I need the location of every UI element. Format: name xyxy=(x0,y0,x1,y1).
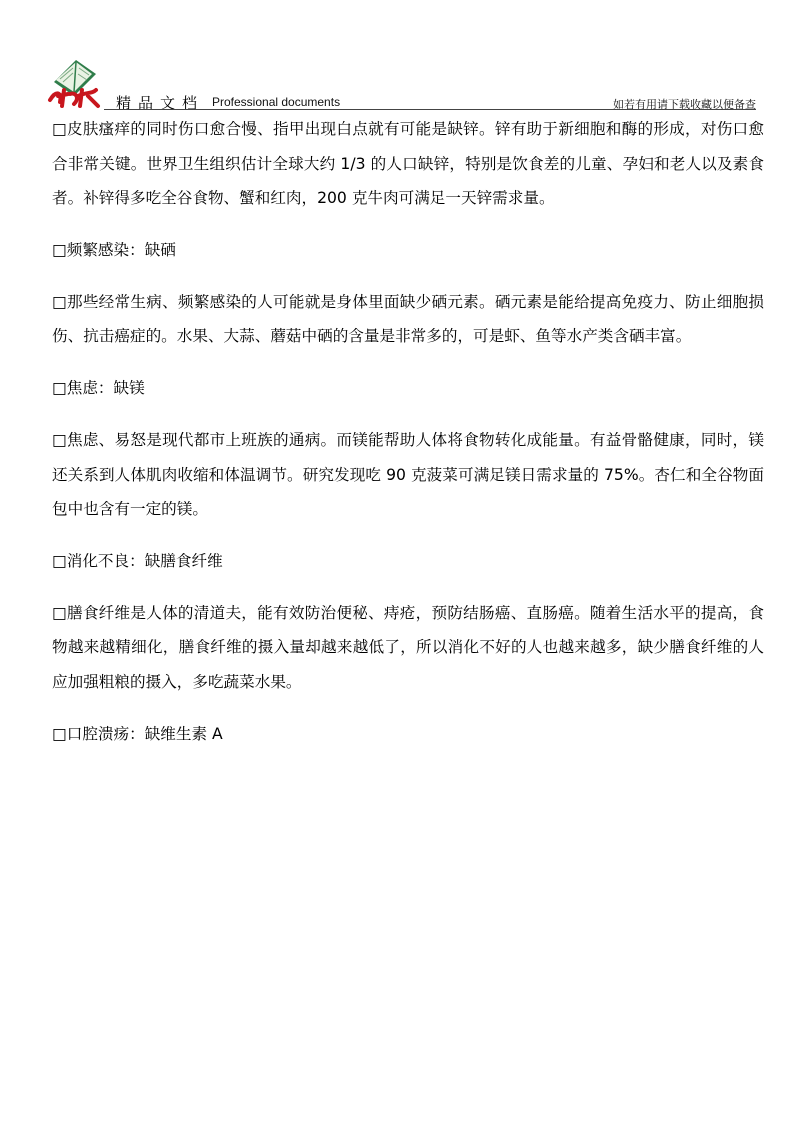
heading-vitamin-a: □口腔溃疡：缺维生素 A xyxy=(52,724,223,743)
book-logo-icon xyxy=(46,52,104,110)
brand-subtitle: Professional documents xyxy=(212,95,341,109)
heading-fiber: □消化不良：缺膳食纤维 xyxy=(52,551,223,570)
document-body xyxy=(52,112,764,768)
page-header xyxy=(0,0,794,112)
heading-magnesium: □焦虑：缺镁 xyxy=(52,379,145,398)
paragraph-fiber: □膳食纤维是人体的清道夫，能有效防治便秘、痔疮，预防结肠癌、直肠癌。随着生活水平的提高，食物越来越精细化，膳食纤维的摄入量却越来越低了，所以消化不好的人也越来越多，缺少膳食纤维的人应加强粗粮的摄入，多吃蔬菜水果。 xyxy=(52,603,764,691)
paragraph-zinc: □皮肤瘙痒的同时伤口愈合慢、指甲出现白点就有可能是缺锌。锌有助于新细胞和酶的形成，对伤口愈合非常关键。世界卫生组织估计全球大约 1/3 的人口缺锌，特别是饮食差的儿童、孕妇和老人以及素食者。补锌得多吃全谷食物、蟹和红肉，200 克牛肉可满足一天锌需求量。 xyxy=(52,120,764,208)
header-divider xyxy=(104,109,756,110)
header-note: 如若有用请下载收藏以便备查 xyxy=(613,98,756,111)
brand-title: 精品文档 xyxy=(116,94,205,112)
paragraph-magnesium: □焦虑、易怒是现代都市上班族的通病。而镁能帮助人体将食物转化成能量。有益骨骼健康，同时，镁还关系到人体肌肉收缩和体温调节。研究发现吃 90 克菠菜可满足镁日需求量的 75%。杏仁和全谷物面包中也含有一定的镁。 xyxy=(52,430,764,519)
paragraph-selenium: □那些经常生病、频繁感染的人可能就是身体里面缺少硒元素。硒元素是能给提高免疫力、防止细胞损伤、抗击癌症的。水果、大蒜、蘑菇中硒的含量是非常多的，可是虾、鱼等水产类含硒丰富。 xyxy=(52,292,764,346)
heading-selenium: □频繁感染：缺硒 xyxy=(52,240,176,259)
